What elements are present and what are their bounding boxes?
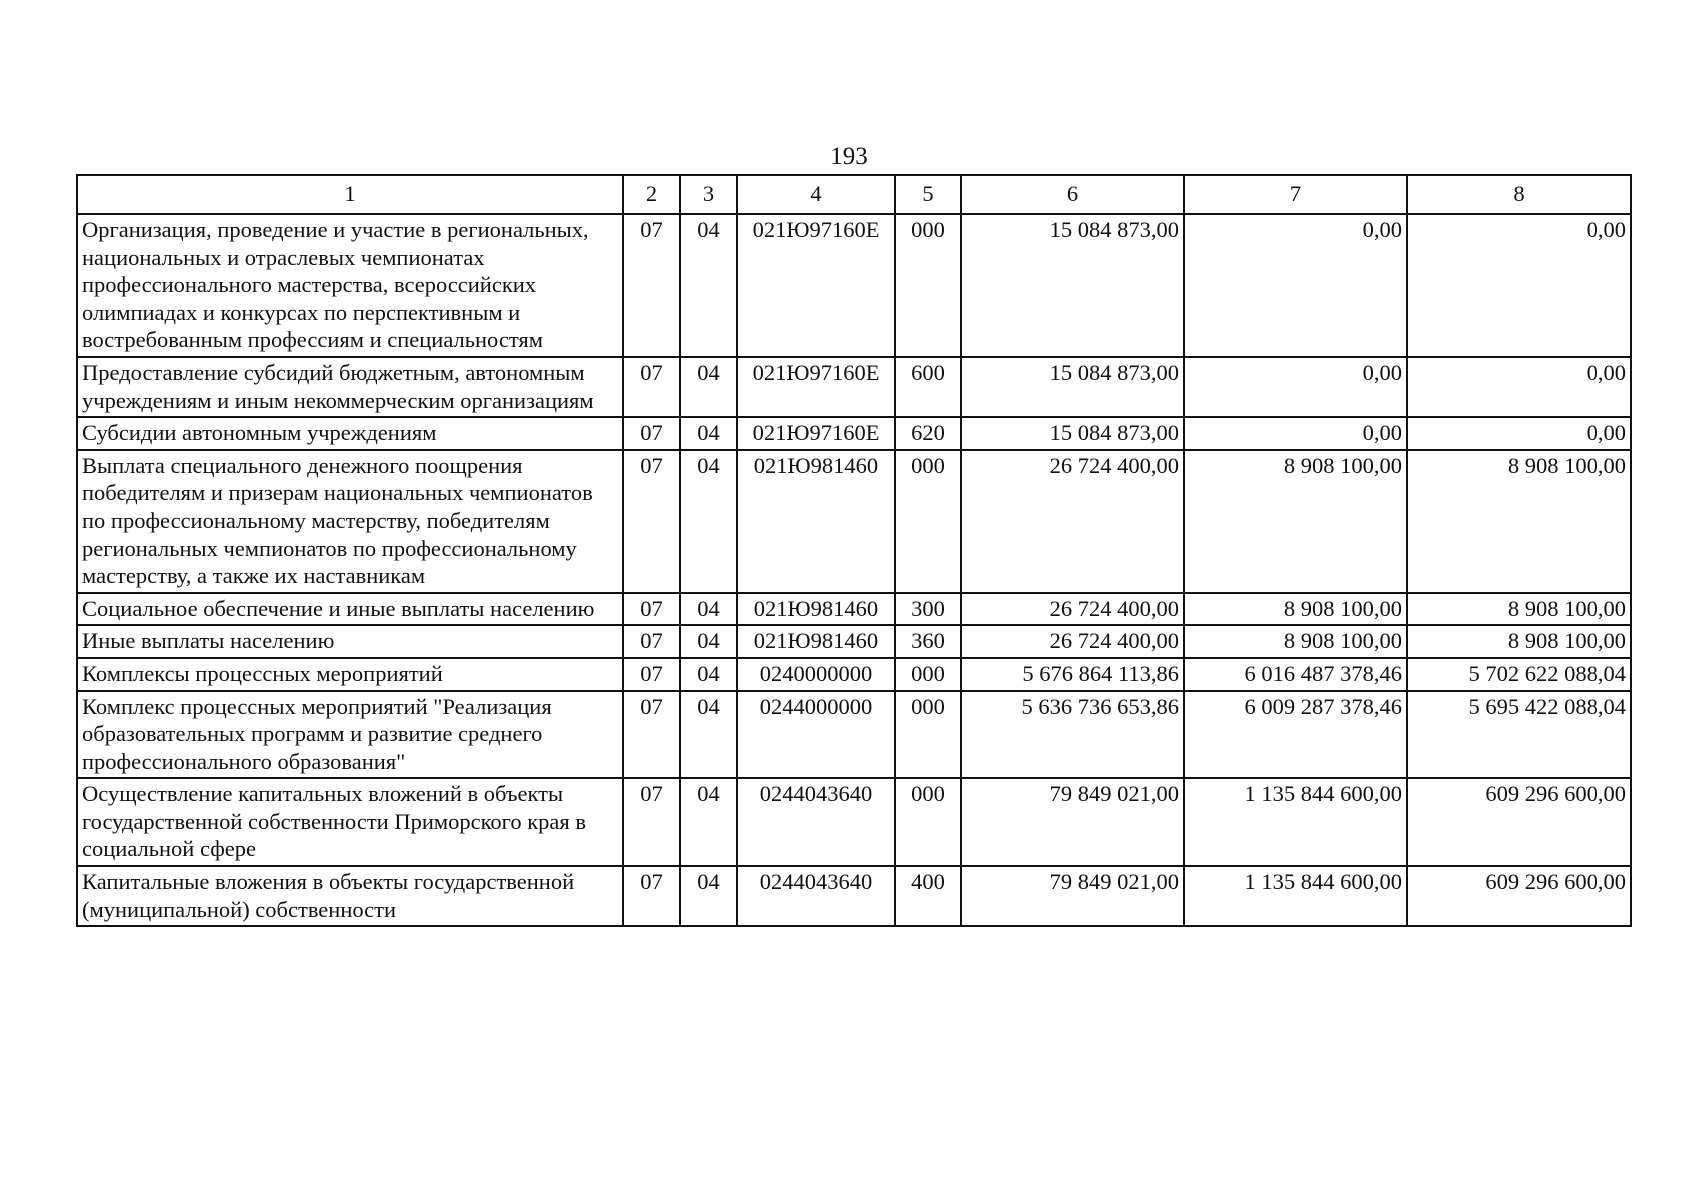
amount-col8: 609 296 600,00 <box>1407 866 1631 926</box>
amount-col7: 0,00 <box>1184 214 1407 357</box>
section-code: 07 <box>623 658 680 691</box>
table-row <box>77 593 1631 626</box>
amount-col7: 8 908 100,00 <box>1184 593 1407 626</box>
expense-type-code: 000 <box>895 691 961 779</box>
expense-type-code: 000 <box>895 778 961 866</box>
column-header: 2 <box>623 175 680 214</box>
row-name: Капитальные вложения в объекты государственной (муниципальной) собственности <box>77 866 623 926</box>
table-row <box>77 658 1631 691</box>
budget-table <box>76 174 1632 927</box>
column-header: 8 <box>1407 175 1631 214</box>
amount-col6: 26 724 400,00 <box>961 450 1184 593</box>
target-code: 021Ю97160Е <box>737 357 895 417</box>
amount-col8: 8 908 100,00 <box>1407 450 1631 593</box>
amount-col6: 5 636 736 653,86 <box>961 691 1184 779</box>
target-code: 021Ю981460 <box>737 625 895 658</box>
section-code: 07 <box>623 691 680 779</box>
amount-col7: 0,00 <box>1184 417 1407 450</box>
expense-type-code: 000 <box>895 214 961 357</box>
table-row <box>77 417 1631 450</box>
amount-col7: 8 908 100,00 <box>1184 450 1407 593</box>
amount-col6: 15 084 873,00 <box>961 417 1184 450</box>
expense-type-code: 620 <box>895 417 961 450</box>
amount-col8: 8 908 100,00 <box>1407 593 1631 626</box>
table-row <box>77 866 1631 926</box>
amount-col6: 15 084 873,00 <box>961 214 1184 357</box>
amount-col8: 0,00 <box>1407 357 1631 417</box>
amount-col7: 0,00 <box>1184 357 1407 417</box>
row-name: Выплата специального денежного поощрения победителям и призерам национальных чемпионатов по профессиональному мастерству, победителям региональных чемпионатов по профессиональному мастерству, а также их наставникам <box>77 450 623 593</box>
subsection-code: 04 <box>680 417 737 450</box>
section-code: 07 <box>623 866 680 926</box>
target-code: 0244043640 <box>737 866 895 926</box>
column-header: 6 <box>961 175 1184 214</box>
subsection-code: 04 <box>680 450 737 593</box>
amount-col6: 15 084 873,00 <box>961 357 1184 417</box>
target-code: 021Ю981460 <box>737 450 895 593</box>
amount-col8: 609 296 600,00 <box>1407 778 1631 866</box>
subsection-code: 04 <box>680 625 737 658</box>
amount-col6: 79 849 021,00 <box>961 778 1184 866</box>
amount-col6: 26 724 400,00 <box>961 625 1184 658</box>
target-code: 0244000000 <box>737 691 895 779</box>
row-name: Организация, проведение и участие в региональных, национальных и отраслевых чемпионатах профессионального мастерства, всероссийских олимпиадах и конкурсах по перспективным и востребованным профессиям и специальностям <box>77 214 623 357</box>
row-name: Иные выплаты населению <box>77 625 623 658</box>
amount-col7: 6 016 487 378,46 <box>1184 658 1407 691</box>
expense-type-code: 400 <box>895 866 961 926</box>
table-row <box>77 625 1631 658</box>
target-code: 021Ю981460 <box>737 593 895 626</box>
expense-type-code: 600 <box>895 357 961 417</box>
row-name: Предоставление субсидий бюджетным, автономным учреждениям и иным некоммерческим организациям <box>77 357 623 417</box>
amount-col8: 5 702 622 088,04 <box>1407 658 1631 691</box>
section-code: 07 <box>623 357 680 417</box>
subsection-code: 04 <box>680 593 737 626</box>
row-name: Комплекс процессных мероприятий "Реализация образовательных программ и развитие среднего профессионального образования" <box>77 691 623 779</box>
amount-col6: 79 849 021,00 <box>961 866 1184 926</box>
table-row <box>77 691 1631 779</box>
section-code: 07 <box>623 625 680 658</box>
column-header: 4 <box>737 175 895 214</box>
section-code: 07 <box>623 778 680 866</box>
amount-col7: 1 135 844 600,00 <box>1184 778 1407 866</box>
row-name: Осуществление капитальных вложений в объекты государственной собственности Приморского края в социальной сфере <box>77 778 623 866</box>
subsection-code: 04 <box>680 778 737 866</box>
target-code: 021Ю97160Е <box>737 214 895 357</box>
table-row <box>77 357 1631 417</box>
subsection-code: 04 <box>680 658 737 691</box>
section-code: 07 <box>623 450 680 593</box>
row-name: Субсидии автономным учреждениям <box>77 417 623 450</box>
expense-type-code: 000 <box>895 450 961 593</box>
header-row <box>77 175 1631 214</box>
amount-col6: 26 724 400,00 <box>961 593 1184 626</box>
target-code: 0240000000 <box>737 658 895 691</box>
column-header: 5 <box>895 175 961 214</box>
column-header: 1 <box>77 175 623 214</box>
subsection-code: 04 <box>680 214 737 357</box>
amount-col6: 5 676 864 113,86 <box>961 658 1184 691</box>
page-number: 193 <box>830 143 868 170</box>
amount-col8: 8 908 100,00 <box>1407 625 1631 658</box>
row-name: Социальное обеспечение и иные выплаты населению <box>77 593 623 626</box>
amount-col7: 6 009 287 378,46 <box>1184 691 1407 779</box>
section-code: 07 <box>623 593 680 626</box>
amount-col8: 0,00 <box>1407 214 1631 357</box>
table-row <box>77 450 1631 593</box>
table-row <box>77 778 1631 866</box>
target-code: 021Ю97160Е <box>737 417 895 450</box>
amount-col7: 8 908 100,00 <box>1184 625 1407 658</box>
section-code: 07 <box>623 417 680 450</box>
expense-type-code: 360 <box>895 625 961 658</box>
expense-type-code: 300 <box>895 593 961 626</box>
target-code: 0244043640 <box>737 778 895 866</box>
row-name: Комплексы процессных мероприятий <box>77 658 623 691</box>
subsection-code: 04 <box>680 691 737 779</box>
subsection-code: 04 <box>680 866 737 926</box>
amount-col7: 1 135 844 600,00 <box>1184 866 1407 926</box>
amount-col8: 5 695 422 088,04 <box>1407 691 1631 779</box>
expense-type-code: 000 <box>895 658 961 691</box>
column-header: 3 <box>680 175 737 214</box>
subsection-code: 04 <box>680 357 737 417</box>
amount-col8: 0,00 <box>1407 417 1631 450</box>
column-header: 7 <box>1184 175 1407 214</box>
table-row <box>77 214 1631 357</box>
section-code: 07 <box>623 214 680 357</box>
